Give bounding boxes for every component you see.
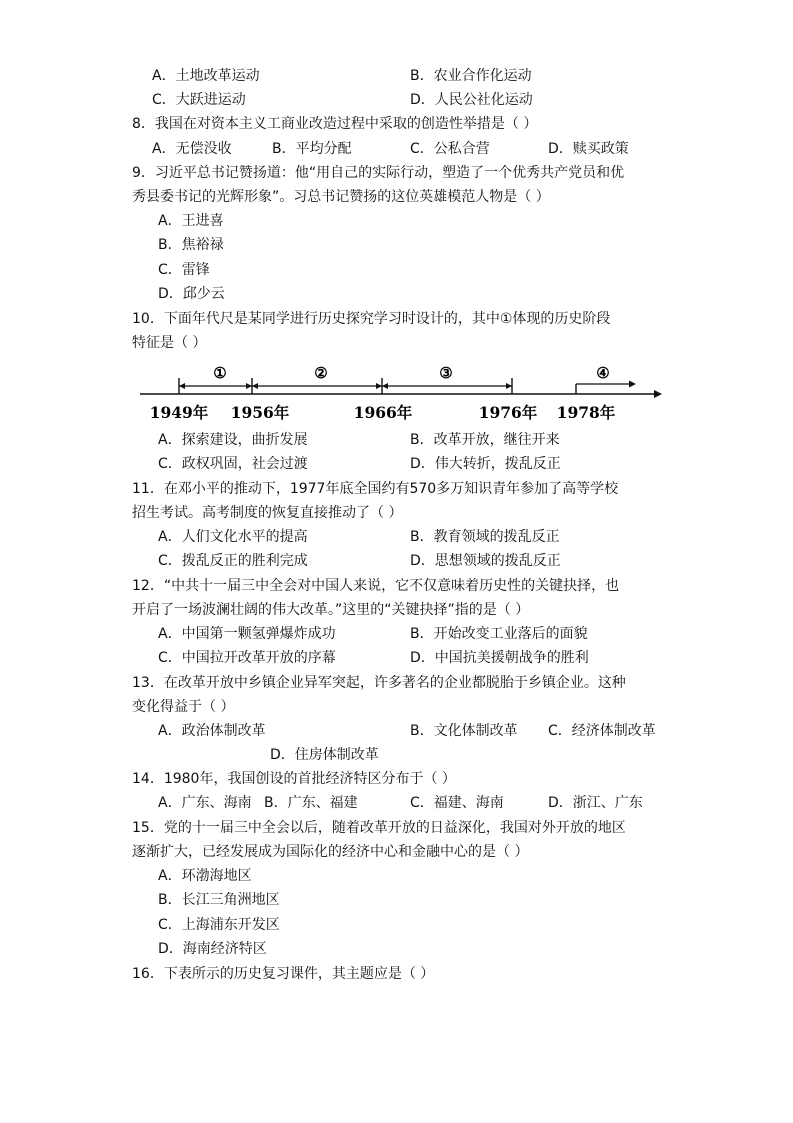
q13-option-d[interactable]: D．住房体制改革: [270, 747, 379, 763]
q9-option-d[interactable]: D．邱少云: [158, 286, 225, 302]
q10-option-a[interactable]: A．探索建设，曲折发展: [158, 432, 308, 448]
q16-stem: 16．下表所示的历史复习课件，其主题应是（ ）: [132, 966, 435, 982]
q10-option-b[interactable]: B．改革开放，继往开来: [410, 432, 560, 448]
q9-option-b[interactable]: B．焦裕禄: [158, 237, 224, 253]
q12-option-b[interactable]: B．开始改变工业落后的面貌: [410, 626, 588, 642]
timeline-stage-label-1: ①: [213, 364, 227, 382]
q11-option-a[interactable]: A．人们文化水平的提高: [158, 529, 308, 545]
q11-stem-part1: 11．在邓小平的推动下，1977年底全国约有570多万知识青年参加了高等学校: [132, 481, 619, 497]
q7-option-d[interactable]: D．人民公社化运动: [410, 92, 533, 108]
q15-option-c[interactable]: C．上海浦东开发区: [158, 917, 280, 933]
q10-stem-part1: 10．下面年代尺是某同学进行历史探究学习时设计的，其中①体现的历史阶段: [132, 311, 611, 327]
q10-stem-part2: 特征是（ ）: [132, 335, 207, 351]
timeline-stage-label-3: ③: [439, 364, 453, 382]
q15-stem-part1: 15．党的十一届三中全会以后，随着改革开放的日益深化，我国对外开放的地区: [132, 820, 626, 836]
q15-option-d[interactable]: D．海南经济特区: [158, 941, 267, 957]
q10-option-d[interactable]: D．伟大转折，拨乱反正: [410, 456, 561, 472]
timeline-stage-4: [576, 364, 636, 394]
q11-stem-part2: 招生考试。高考制度的恢复直接推动了（ ）: [132, 505, 403, 521]
q13-option-b[interactable]: B．文化体制改革: [410, 723, 518, 739]
q12-option-a[interactable]: A．中国第一颗氢弹爆炸成功: [158, 626, 336, 642]
q12-stem-part2: 开启了一场波澜壮阔的伟大改革。”这里的“关键抉择”指的是（ ）: [132, 602, 530, 618]
timeline-ruler: [140, 358, 665, 428]
timeline-stage-1: [179, 364, 252, 394]
q7-option-c[interactable]: C．大跃进运动: [152, 92, 246, 108]
q14-option-b[interactable]: B．广东、福建: [264, 795, 358, 811]
q7-option-b[interactable]: B．农业合作化运动: [410, 68, 532, 84]
q15-stem-part2: 逐渐扩大，已经发展成为国际化的经济中心和金融中心的是（ ）: [132, 844, 529, 860]
q10-option-c[interactable]: C．政权巩固，社会过渡: [158, 456, 308, 472]
q8-option-b[interactable]: B．平均分配: [272, 141, 352, 157]
q13-stem-part1: 13．在改革开放中乡镇企业异军突起，许多著名的企业都脱胎于乡镇企业。这种: [132, 675, 626, 691]
q9-stem-part2: 秀县委书记的光辉形象”。习总书记赞扬的这位英雄模范人物是（ ）: [132, 189, 550, 205]
q12-option-c[interactable]: C．中国拉开改革开放的序幕: [158, 650, 336, 666]
q13-option-c[interactable]: C．经济体制改革: [548, 723, 656, 739]
q14-option-d[interactable]: D．浙江、广东: [548, 795, 643, 811]
q9-option-c[interactable]: C．雷锋: [158, 262, 210, 278]
q12-stem-part1: 12．“中共十一届三中全会对中国人来说，它不仅意味着历史性的关键抉择，也: [132, 578, 620, 594]
q8-option-a[interactable]: A．无偿没收: [152, 141, 232, 157]
q14-stem: 14．1980年，我国创设的首批经济特区分布于（ ）: [132, 771, 456, 787]
q11-option-d[interactable]: D．思想领域的拨乱反正: [410, 553, 561, 569]
q11-option-c[interactable]: C．拨乱反正的胜利完成: [158, 553, 308, 569]
timeline-stage-2: [252, 364, 382, 394]
timeline-stage-label-4: ④: [596, 364, 610, 382]
q9-stem-part1: 9．习近平总书记赞扬道：他“用自己的实际行动，塑造了一个优秀共产党员和优: [132, 165, 625, 181]
timeline-year-1978: 1978年: [556, 403, 616, 422]
q14-option-c[interactable]: C．福建、海南: [410, 795, 504, 811]
q7-option-a[interactable]: A．土地改革运动: [152, 68, 260, 84]
timeline-year-1949: 1949年: [149, 403, 209, 422]
timeline-year-1956: 1956年: [230, 403, 290, 422]
timeline-year-1966: 1966年: [353, 403, 413, 422]
timeline-year-1976: 1976年: [478, 403, 538, 422]
q14-option-a[interactable]: A．广东、海南: [158, 795, 252, 811]
q8-option-d[interactable]: D．赎买政策: [548, 141, 629, 157]
timeline-axis-arrow-icon: [654, 390, 662, 398]
q9-option-a[interactable]: A．王进喜: [158, 213, 224, 229]
timeline-stage-label-2: ②: [314, 364, 328, 382]
q12-option-d[interactable]: D．中国抗美援朝战争的胜利: [410, 650, 589, 666]
q8-stem: 8．我国在对资本主义工商业改造过程中采取的创造性举措是（ ）: [132, 116, 538, 132]
q15-option-b[interactable]: B．长江三角洲地区: [158, 892, 280, 908]
q11-option-b[interactable]: B．教育领域的拨乱反正: [410, 529, 560, 545]
q8-option-c[interactable]: C．公私合营: [410, 141, 490, 157]
q13-option-a[interactable]: A．政治体制改革: [158, 723, 266, 739]
q13-stem-part2: 变化得益于（ ）: [132, 699, 235, 715]
q15-option-a[interactable]: A．环渤海地区: [158, 868, 252, 884]
timeline-stage-3: [382, 364, 512, 394]
